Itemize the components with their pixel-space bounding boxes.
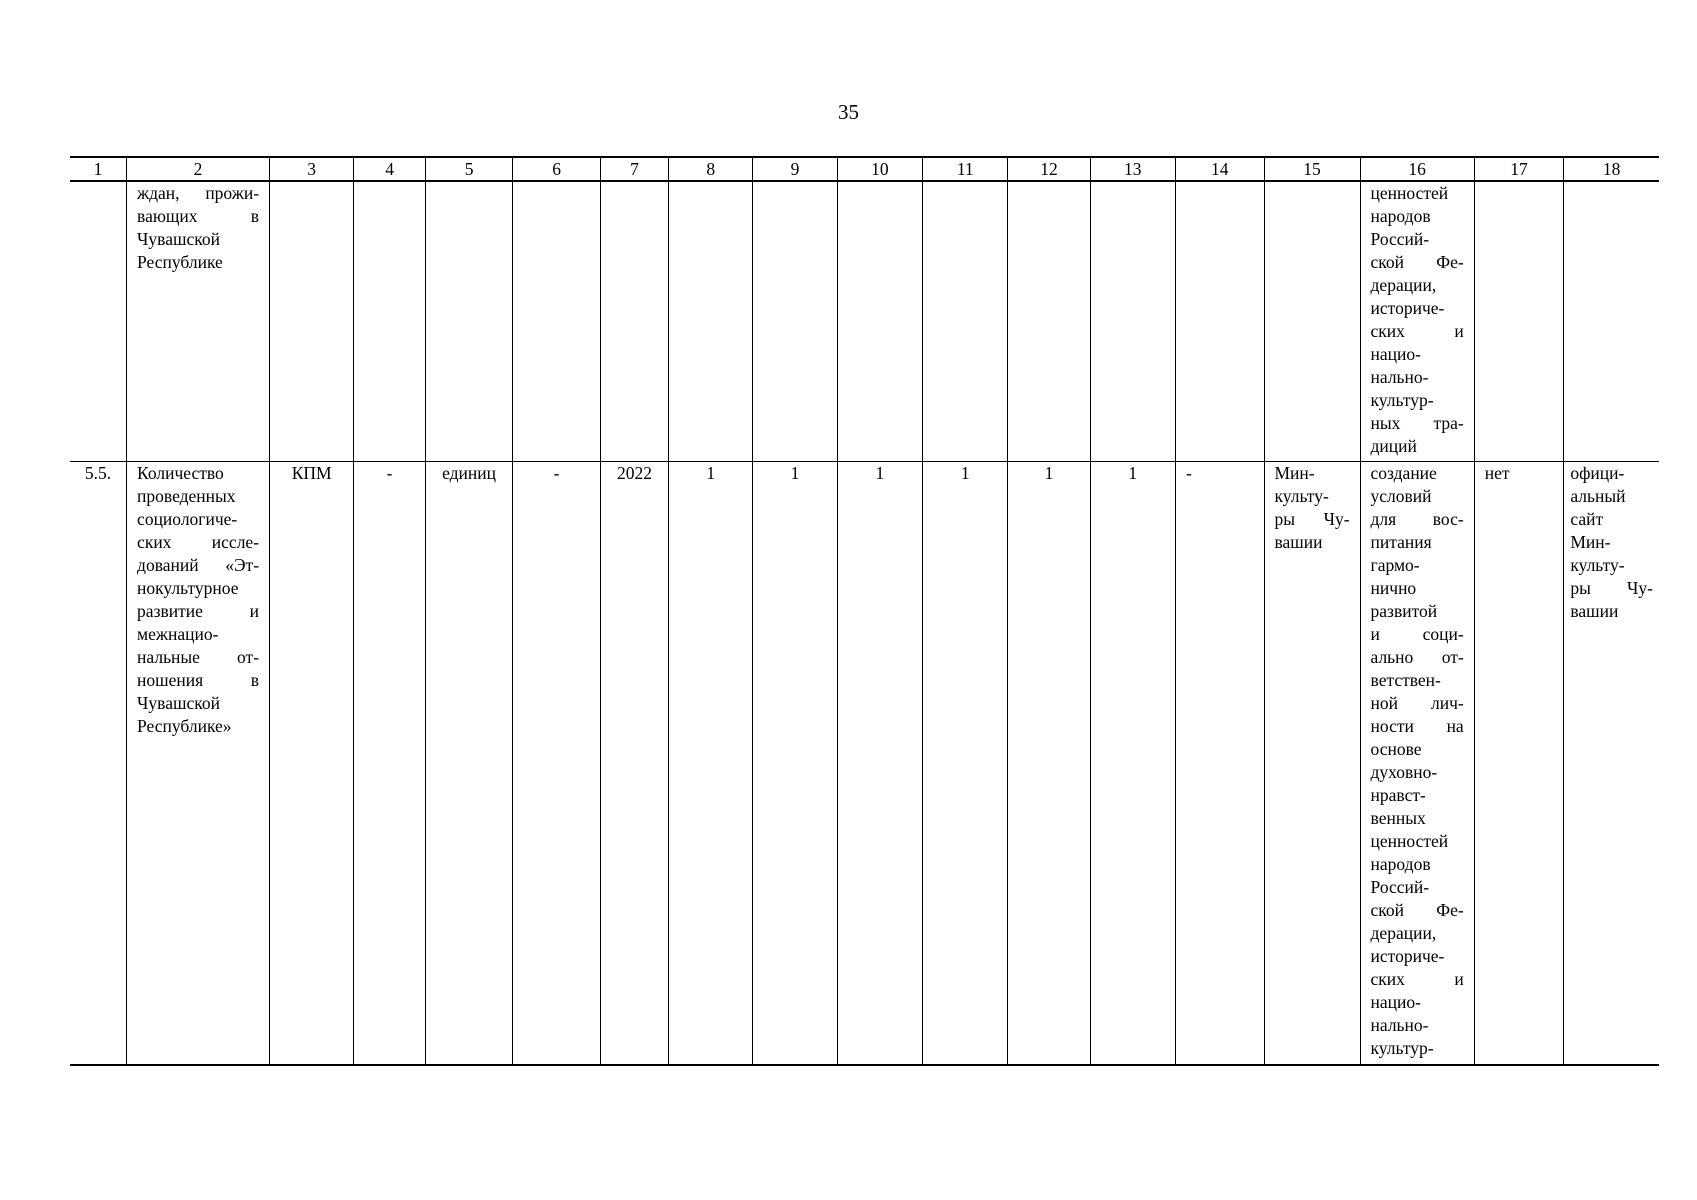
text-line: вающих в	[137, 206, 260, 226]
table-cell	[837, 181, 922, 462]
text-line: создание	[1370, 463, 1437, 483]
unit-of-measure: единиц	[425, 462, 513, 1066]
column-number-cell: 9	[753, 157, 837, 181]
text-line: историче-	[1370, 298, 1445, 318]
text-line: нацио-	[1370, 344, 1421, 364]
text-line: развитой	[1370, 601, 1438, 621]
text-line: венных	[1370, 808, 1426, 828]
table-row-continuation	[70, 181, 1659, 462]
text-line: культу-	[1570, 555, 1625, 575]
column-number-cell: 14	[1175, 157, 1264, 181]
value-cell: 1	[923, 462, 1008, 1066]
value-cell: 1	[1008, 462, 1090, 1066]
effect-description-continuation	[1360, 181, 1474, 462]
text-line: ры Чу-	[1274, 509, 1350, 529]
column-number-cell: 3	[270, 157, 354, 181]
table-cell	[270, 181, 354, 462]
column-number-cell: 15	[1264, 157, 1360, 181]
table-cell	[70, 181, 127, 462]
text-line: Чувашской	[137, 229, 220, 249]
column-number-cell: 10	[837, 157, 922, 181]
text-line: ценностей	[1370, 183, 1449, 203]
column-number-cell: 8	[669, 157, 753, 181]
text-line: вашии	[1274, 532, 1323, 552]
text-line: Россий-	[1370, 229, 1430, 249]
table-cell	[753, 181, 837, 462]
indicator-type: КПМ	[270, 462, 354, 1066]
text-line: народов	[1370, 854, 1431, 874]
value-cell: 1	[753, 462, 837, 1066]
column-number-cell: 6	[513, 157, 601, 181]
text-line: ветствен-	[1370, 670, 1441, 690]
text-line: альный	[1570, 486, 1626, 506]
text-line: культур-	[1370, 390, 1434, 410]
indicators-table	[70, 156, 1659, 1066]
column-number-cell: 13	[1090, 157, 1175, 181]
table-row-5-5	[70, 462, 1659, 1066]
text-line: Республике	[137, 252, 223, 272]
text-line: Количество	[137, 463, 224, 483]
text-line: проведенных	[137, 486, 236, 506]
column-number-row	[70, 157, 1659, 181]
text-line: ношения в	[137, 670, 260, 690]
column-number-cell: 7	[600, 157, 668, 181]
text-line: диций	[1370, 436, 1417, 456]
text-line: Мин-	[1570, 532, 1611, 552]
table-cell	[600, 181, 668, 462]
text-line: Россий-	[1370, 877, 1430, 897]
column-number-cell: 1	[70, 157, 127, 181]
text-line: ры Чу-	[1570, 578, 1653, 598]
text-line: культу-	[1274, 486, 1329, 506]
text-line: условий	[1370, 486, 1432, 506]
text-line: вашии	[1570, 601, 1619, 621]
column-number-cell: 5	[425, 157, 513, 181]
effect-description	[1360, 462, 1474, 1066]
text-line: дерации,	[1370, 923, 1437, 943]
column-number-cell: 16	[1360, 157, 1474, 181]
text-line: ских и	[1370, 969, 1464, 989]
table-cell-dash: -	[513, 462, 601, 1066]
table-cell	[669, 181, 753, 462]
column-number-cell: 11	[923, 157, 1008, 181]
text-line: и соци-	[1370, 624, 1464, 644]
text-line: нравст-	[1370, 785, 1426, 805]
text-line: питания	[1370, 532, 1432, 552]
text-line: ально от-	[1370, 647, 1464, 667]
text-line: нальные от-	[137, 647, 260, 667]
text-line: сайт	[1570, 509, 1604, 529]
table-cell	[1474, 181, 1564, 462]
text-line: ской Фе-	[1370, 252, 1464, 272]
page-number: 35	[838, 100, 859, 124]
data-availability: нет	[1474, 462, 1564, 1066]
table-cell	[425, 181, 513, 462]
information-source	[1564, 462, 1659, 1066]
text-line: гармо-	[1370, 555, 1420, 575]
text-line: ценностей	[1370, 831, 1449, 851]
row-number: 5.5.	[70, 462, 127, 1066]
table-cell	[354, 181, 425, 462]
table-cell-dash: -	[1175, 462, 1264, 1066]
indicator-name-continuation	[127, 181, 270, 462]
column-number-cell: 4	[354, 157, 425, 181]
text-line: межнацио-	[137, 624, 219, 644]
table-cell-dash: -	[354, 462, 425, 1066]
value-cell: 1	[837, 462, 922, 1066]
text-line: ских иссле-	[137, 532, 260, 552]
value-cell: 1	[669, 462, 753, 1066]
text-line: нально-	[1370, 367, 1429, 387]
text-line: нально-	[1370, 1015, 1429, 1035]
table-cell	[513, 181, 601, 462]
column-number-cell: 2	[127, 157, 270, 181]
column-number-cell: 17	[1474, 157, 1564, 181]
text-line: Республике»	[137, 716, 232, 736]
table-cell	[1564, 181, 1659, 462]
table-cell	[1175, 181, 1264, 462]
text-line: духовно-	[1370, 762, 1438, 782]
table-cell	[1090, 181, 1175, 462]
table-cell	[1264, 181, 1360, 462]
text-line: культур-	[1370, 1038, 1434, 1058]
text-line: народов	[1370, 206, 1431, 226]
table-cell	[1008, 181, 1090, 462]
text-line: дований «Эт-	[137, 555, 260, 575]
text-line: ской Фе-	[1370, 900, 1464, 920]
text-line: для вос-	[1370, 509, 1464, 529]
text-line: развитие и	[137, 601, 260, 621]
column-number-cell: 12	[1008, 157, 1090, 181]
text-line: историче-	[1370, 946, 1445, 966]
table-cell	[923, 181, 1008, 462]
column-number-cell: 18	[1564, 157, 1659, 181]
text-line: Чувашской	[137, 693, 220, 713]
text-line: нокультурное	[137, 578, 239, 598]
text-line: ских и	[1370, 321, 1464, 341]
text-line: ности на	[1370, 716, 1464, 736]
text-line: социологиче-	[137, 509, 238, 529]
text-line: офици-	[1570, 463, 1625, 483]
text-line: ных тра-	[1370, 413, 1464, 433]
text-line: дерации,	[1370, 275, 1437, 295]
responsible-body	[1264, 462, 1360, 1066]
indicator-name	[127, 462, 270, 1066]
value-cell: 1	[1090, 462, 1175, 1066]
base-year: 2022	[600, 462, 668, 1066]
text-line: нацио-	[1370, 992, 1421, 1012]
text-line: ждан, прожи-	[137, 183, 260, 203]
text-line: Мин-	[1274, 463, 1315, 483]
text-line: нично	[1370, 578, 1417, 598]
text-line: ной лич-	[1370, 693, 1464, 713]
text-line: основе	[1370, 739, 1422, 759]
